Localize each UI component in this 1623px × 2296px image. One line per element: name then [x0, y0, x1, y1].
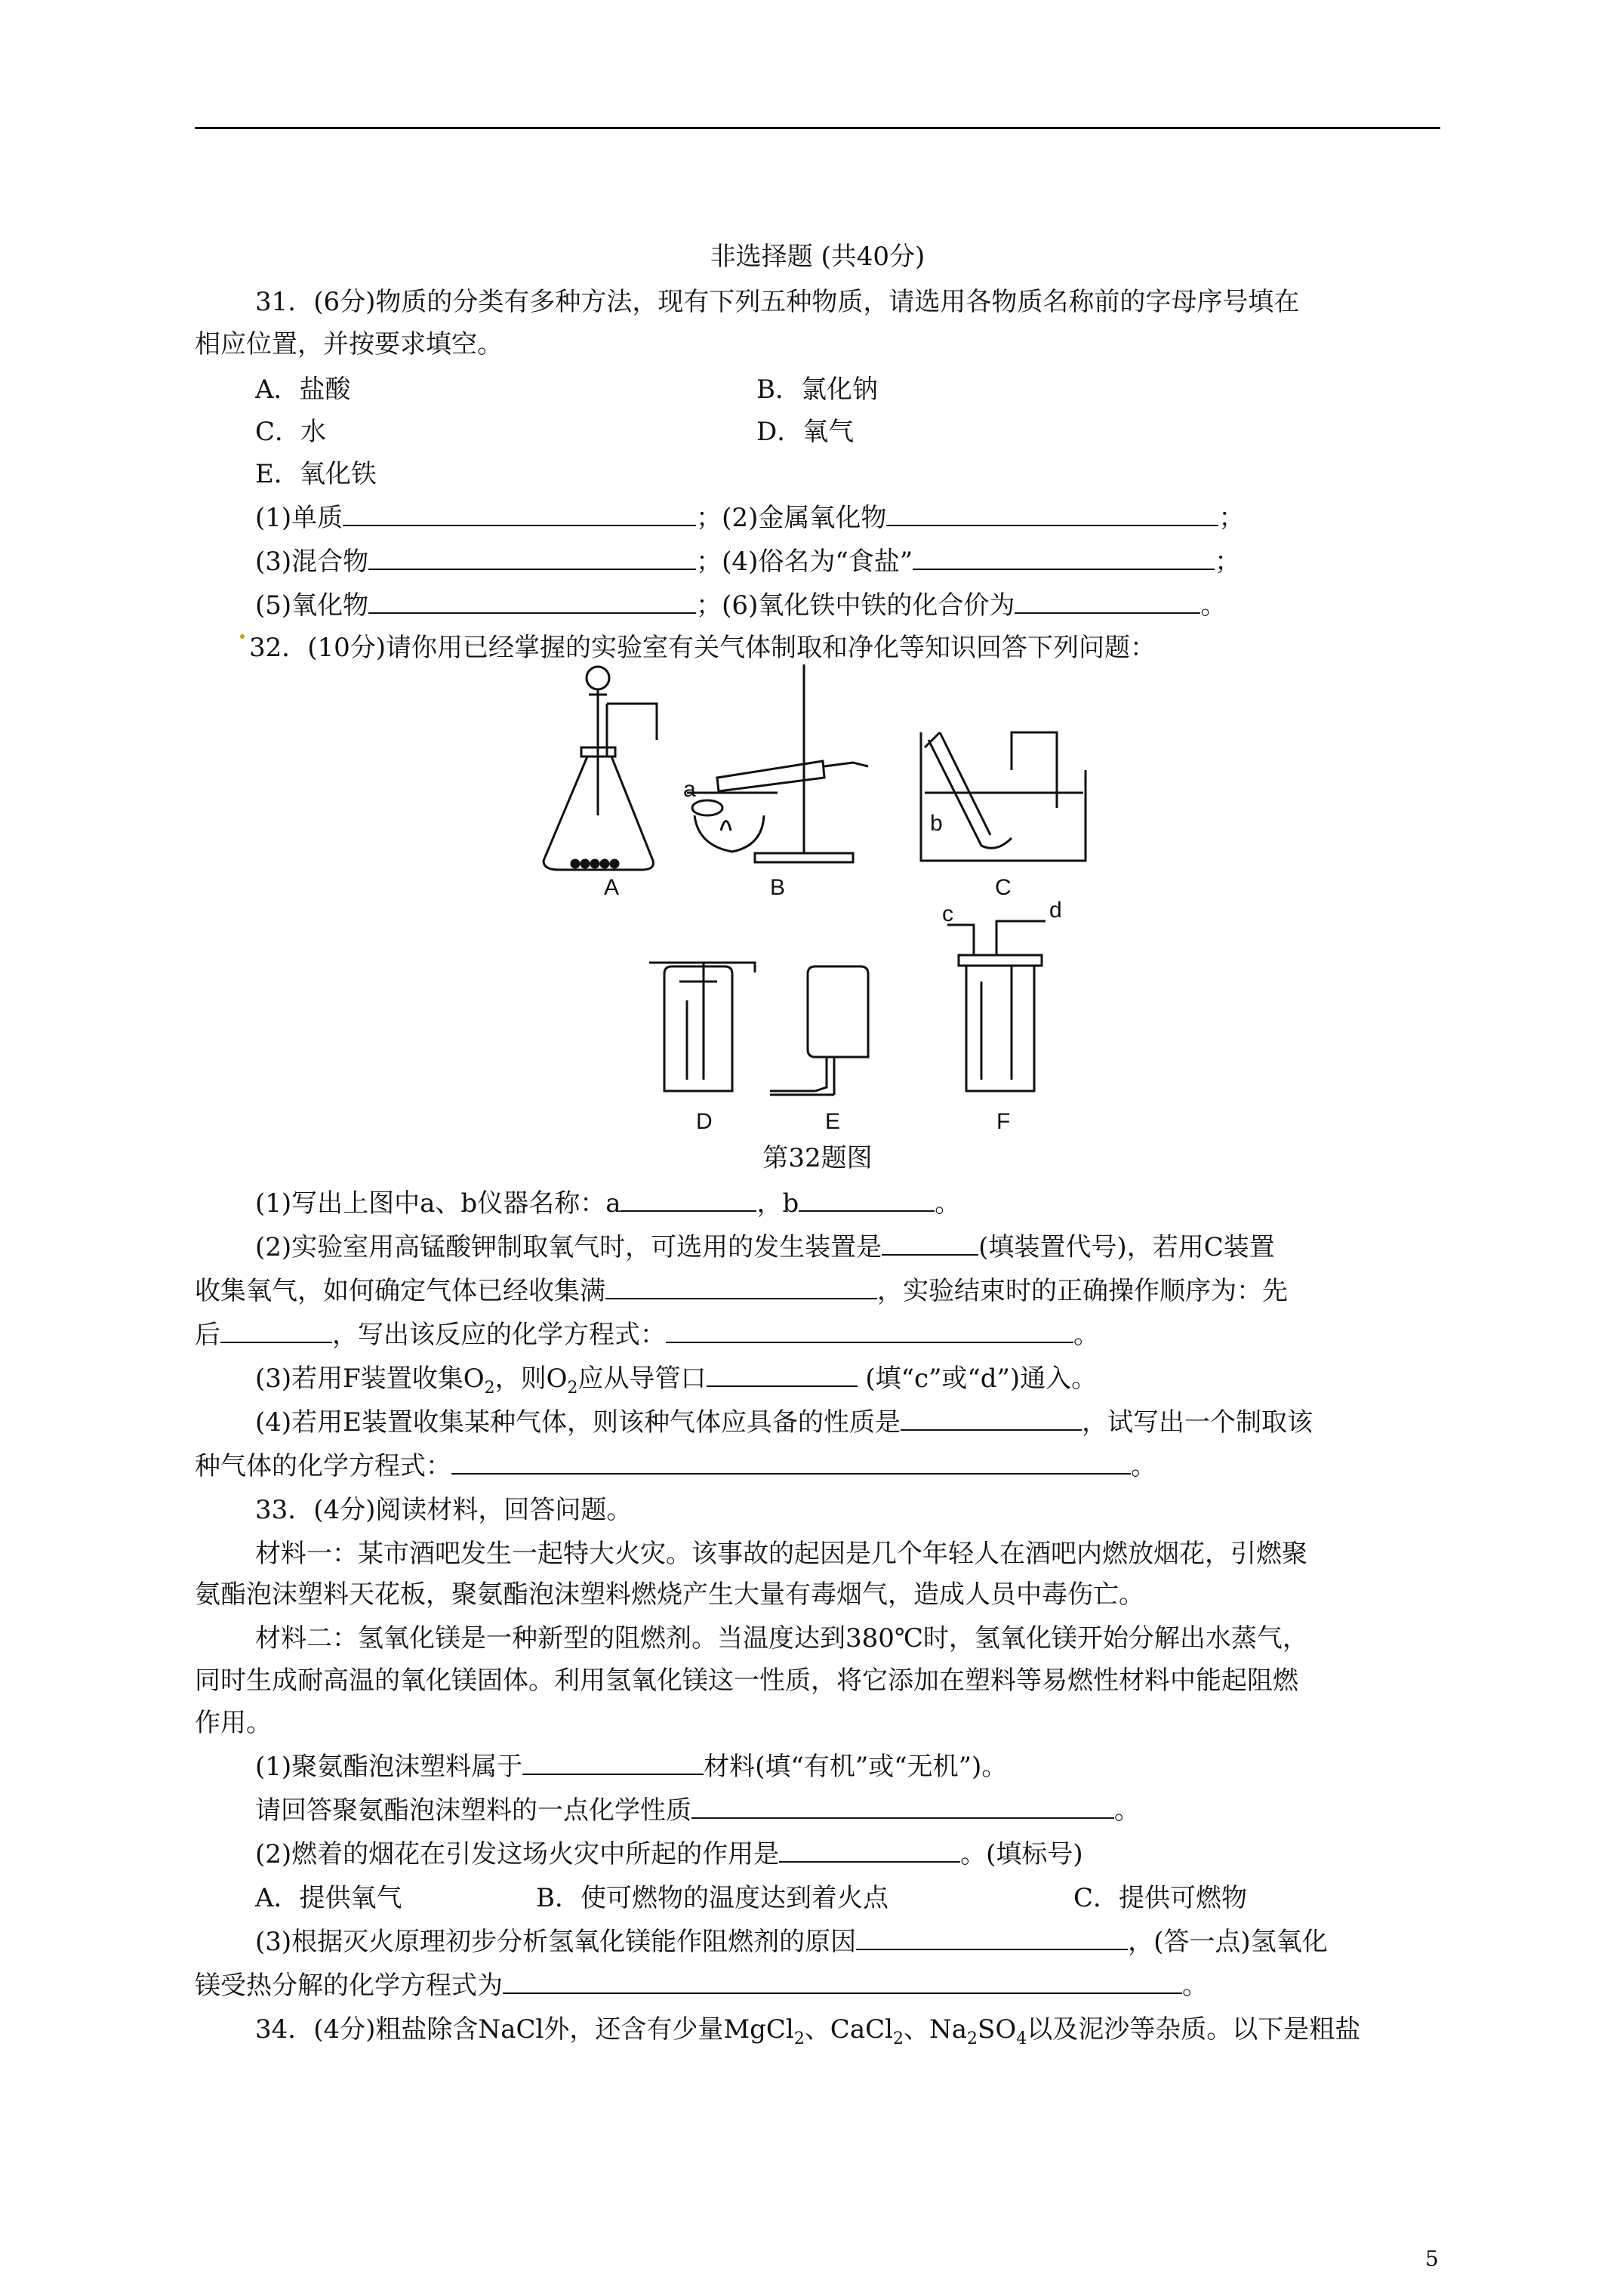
q32-sub-4-line-1 — [255, 1406, 1313, 1439]
answer-blank[interactable] — [707, 1363, 858, 1387]
answer-blank[interactable] — [666, 1319, 1073, 1343]
part-label-c: c — [942, 901, 953, 926]
answer-blank[interactable] — [368, 590, 696, 614]
apparatus-c — [921, 732, 1086, 861]
text: ，则O — [494, 1364, 568, 1394]
text: 。 — [1073, 1320, 1099, 1350]
label-e-apparatus: E — [825, 1109, 841, 1134]
q31-row-2 — [255, 545, 1240, 578]
q32-sub-2-line-2 — [195, 1274, 1288, 1308]
q33-stem: 33．(4分)阅读材料，回答问题。 — [255, 1495, 633, 1525]
answer-blank[interactable] — [856, 1926, 1128, 1950]
text: 应从导管口 — [577, 1364, 707, 1394]
q32-sub-4-line-2 — [195, 1450, 1156, 1483]
answer-blank[interactable] — [691, 1795, 1114, 1819]
text: 、CaCl — [804, 2014, 893, 2045]
q31-option-b: B．氯化钠 — [756, 374, 878, 405]
apparatus-f — [947, 921, 1046, 1091]
q31-option-e: E．氧化铁 — [255, 459, 377, 489]
q33-material-2-c: 作用。 — [195, 1708, 272, 1738]
q31-p2-end: ； — [1218, 503, 1245, 533]
text: (1)写出上图中a、b仪器名称：a — [255, 1188, 621, 1219]
answer-blank[interactable] — [886, 502, 1218, 526]
q33-sub-3-line-2 — [195, 1969, 1208, 2002]
apparatus-figure — [528, 657, 1132, 1185]
q32-stem: 32．(10分)请你用已经掌握的实验室有关气体制取和净化等知识回答下列问题： — [249, 633, 1156, 663]
apparatus-e — [770, 966, 868, 1095]
header-rule — [195, 127, 1440, 129]
answer-blank[interactable] — [368, 546, 696, 570]
q31-option-c: C．水 — [255, 417, 327, 447]
answer-blank[interactable] — [343, 502, 696, 526]
text: (填“c”或“d”)通入。 — [857, 1364, 1098, 1394]
q31-p5: (5)氧化物 — [255, 590, 369, 621]
text: 。 — [1131, 1451, 1156, 1481]
subscript: 2 — [967, 2029, 978, 2048]
apparatus-b — [687, 664, 868, 862]
apparatus-a — [544, 667, 657, 870]
answer-blank[interactable] — [605, 1275, 877, 1299]
text: 收集氧气，如何确定气体已经收集满 — [195, 1276, 605, 1306]
text: 请回答聚氨酯泡沫塑料的一点化学性质 — [255, 1795, 691, 1826]
answer-blank[interactable] — [882, 1231, 978, 1256]
text: ，b — [756, 1188, 799, 1219]
figure-caption: 第32题图 — [762, 1143, 873, 1173]
q33-material-1-a: 材料一：某市酒吧发生一起特大火灾。该事故的起因是几个年轻人在酒吧内燃放烟花，引燃聚 — [255, 1539, 1307, 1569]
text: 后 — [195, 1320, 220, 1350]
q31-option-d: D．氧气 — [756, 417, 855, 447]
q33-material-1-b: 氨酯泡沫塑料天花板，聚氨酯泡沫塑料燃烧产生大量有毒烟气，造成人员中毒伤亡。 — [195, 1579, 1144, 1610]
answer-blank[interactable] — [779, 1838, 960, 1863]
subscript: 2 — [793, 2029, 805, 2048]
q33-material-2-a: 材料二：氢氧化镁是一种新型的阻燃剂。当温度达到380℃时，氢氧化镁开始分解出水蒸气， — [255, 1623, 1308, 1653]
text: 。 — [1114, 1795, 1140, 1826]
answer-blank[interactable] — [503, 1970, 1182, 1994]
text: 镁受热分解的化学方程式为 — [195, 1971, 503, 2001]
text: 以及泥沙等杂质。以下是粗盐 — [1027, 2014, 1361, 2045]
label-c-apparatus: C — [995, 875, 1012, 900]
text: ，实验结束时的正确操作顺序为：先 — [877, 1276, 1288, 1306]
text: 。(填标号) — [960, 1839, 1083, 1869]
text: 材料(填“有机”或“无机”)。 — [704, 1752, 1008, 1782]
section-title: 非选择题 (共40分) — [710, 242, 925, 272]
part-label-d: d — [1049, 898, 1062, 923]
subscript: 2 — [893, 2029, 904, 2048]
q31-option-a: A．盐酸 — [255, 374, 351, 405]
text: (3)根据灭火原理初步分析氢氧化镁能作阻燃剂的原因 — [255, 1927, 857, 1957]
q31-p4: ；(4)俗名为“食盐” — [696, 547, 913, 577]
subscript: 4 — [1016, 2029, 1027, 2048]
text: ，试写出一个制取该 — [1081, 1407, 1313, 1438]
answer-blank[interactable] — [451, 1450, 1131, 1475]
text: (填装置代号)，若用C装置 — [978, 1232, 1275, 1262]
q31-p1: (1)单质 — [255, 503, 343, 533]
text: SO — [978, 2014, 1017, 2045]
label-b-apparatus: B — [770, 875, 786, 900]
text: (2)燃着的烟花在引发这场火灾中所起的作用是 — [255, 1839, 780, 1869]
q33-option-c: C．提供可燃物 — [1073, 1883, 1248, 1913]
q31-row-1 — [255, 501, 1244, 535]
q32-sub-1 — [255, 1187, 960, 1220]
text: ，(答一点)氢氧化 — [1128, 1927, 1328, 1957]
q34-stem — [255, 2013, 1360, 2056]
q33-sub-2 — [255, 1838, 1083, 1871]
q31-p4-end: ； — [1215, 547, 1241, 577]
label-a-apparatus: A — [604, 875, 620, 900]
q33-option-b: B．使可燃物的温度达到着火点 — [536, 1883, 888, 1913]
part-label-b: b — [930, 811, 943, 836]
q33-sub-1-line-1 — [255, 1750, 1007, 1783]
answer-blank[interactable] — [913, 546, 1215, 570]
q33-sub-3-line-1 — [255, 1925, 1328, 1959]
q31-p6-end: 。 — [1200, 590, 1227, 621]
label-d-apparatus: D — [696, 1109, 713, 1134]
q32-sub-2-line-3 — [195, 1318, 1099, 1351]
subscript: 2 — [484, 1378, 495, 1398]
q33-material-2-b: 同时生成耐高温的氧化镁固体。利用氢氧化镁这一性质，将它添加在塑料等易燃性材料中能起阻燃 — [195, 1666, 1298, 1696]
q31-p6: ；(6)氧化铁中铁的化合价为 — [696, 590, 1015, 621]
q31-stem-1: 31．(6分)物质的分类有多种方法，现有下列五种物质，请选用各物质名称前的字母序号填在 — [255, 287, 1300, 317]
text: (3)若用F装置收集O — [255, 1364, 485, 1394]
text: 。 — [1182, 1971, 1208, 2001]
part-label-a: a — [683, 777, 696, 802]
answer-blank[interactable] — [901, 1407, 1082, 1431]
answer-blank[interactable] — [621, 1188, 756, 1212]
q33-option-a: A．提供氧气 — [255, 1883, 402, 1913]
page-number: 5 — [1425, 2246, 1439, 2271]
q31-stem-2: 相应位置，并按要求填空。 — [195, 329, 503, 359]
text: 。 — [935, 1188, 961, 1219]
q32-sub-2-line-1 — [255, 1231, 1275, 1264]
q31-p2: ；(2)金属氧化物 — [696, 503, 887, 533]
q31-p3: (3)混合物 — [255, 547, 369, 577]
text: ，写出该反应的化学方程式： — [332, 1320, 666, 1350]
answer-blank[interactable] — [220, 1319, 332, 1343]
q31-row-3 — [255, 589, 1226, 622]
text: 34．(4分)粗盐除含NaCl外，还含有少量MgCl — [255, 2014, 794, 2045]
text: (4)若用E装置收集某种气体，则该种气体应具备的性质是 — [255, 1407, 901, 1438]
subscript: 2 — [567, 1378, 578, 1398]
q33-sub-1-line-2 — [255, 1794, 1140, 1827]
text: 种气体的化学方程式： — [195, 1451, 451, 1481]
margin-mark — [240, 634, 245, 639]
text: (1)聚氨酯泡沫塑料属于 — [255, 1752, 523, 1782]
answer-blank[interactable] — [522, 1751, 704, 1775]
text: (2)实验室用高锰酸钾制取氧气时，可选用的发生装置是 — [255, 1232, 882, 1262]
q32-sub-3 — [255, 1362, 1097, 1405]
apparatus-d — [649, 963, 755, 1091]
answer-blank[interactable] — [1015, 590, 1200, 614]
label-f-apparatus: F — [996, 1109, 1011, 1134]
answer-blank[interactable] — [799, 1188, 935, 1212]
text: 、Na — [904, 2014, 968, 2045]
